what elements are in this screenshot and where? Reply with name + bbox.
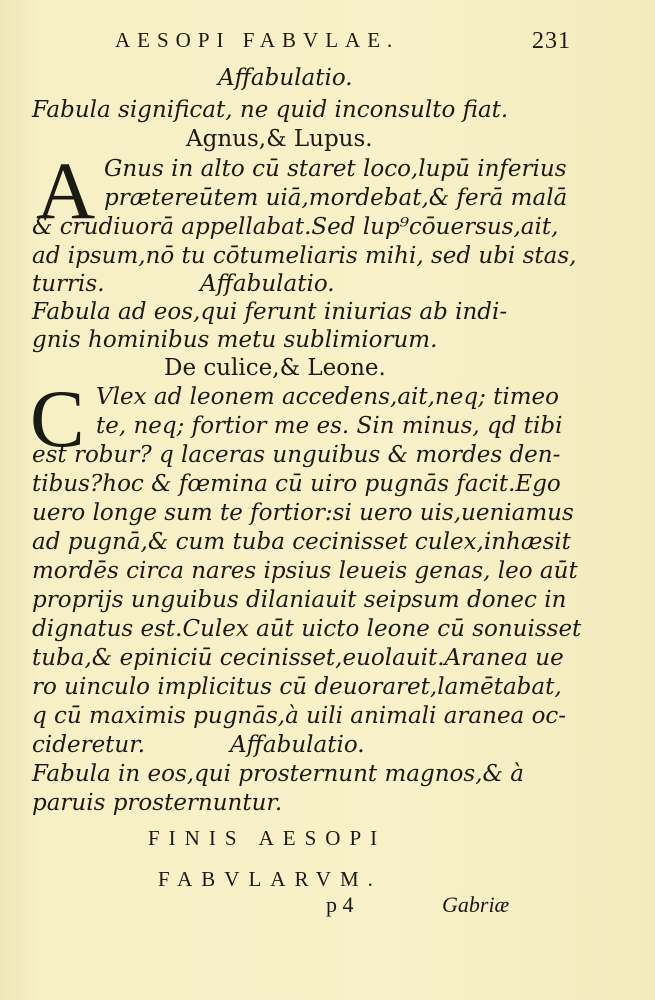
text-line: dignatus est.Culex aūt uicto leone cū sonuisset <box>32 616 582 642</box>
fable-title-agnus-lupus: Agnus,& Lupus. <box>186 126 373 152</box>
text-line: ro uinculo implicitus cū deuoraret,lamētabat, <box>32 674 562 700</box>
drop-cap-c: C <box>30 373 85 464</box>
signature-mark: p 4 <box>326 892 354 917</box>
text-line: paruis prosternuntur. <box>32 790 283 816</box>
text-line: mordēs circa nares ipsius leueis genas, leo aūt <box>32 558 578 584</box>
text-line: turris. <box>32 271 105 297</box>
text-line: q cū maximis pugnās,à uili animali aranea oc- <box>32 703 567 729</box>
heading-affabulatio-3: Affabulatio. <box>230 732 365 758</box>
running-title: AESOPI FABVLAE. <box>115 28 400 52</box>
heading-affabulatio-2: Affabulatio. <box>200 271 335 297</box>
text-line: proprijs unguibus dilaniauit seipsum donec in <box>32 587 567 613</box>
drop-cap-a: A <box>36 145 96 236</box>
text-line: Vlex ad leonem accedens,ait,neq; timeo <box>96 384 560 410</box>
text-line: cideretur. <box>32 732 146 758</box>
text-line: ad pugnā,& cum tuba cecinisset culex,inhæsit <box>32 529 571 555</box>
text-line: prætereūtem uiā,mordebat,& ferā malā <box>104 185 568 211</box>
finis-line-1: FINIS AESOPI <box>148 826 387 850</box>
text-line: Fabula in eos,qui prosternunt magnos,& à <box>32 761 525 787</box>
text-line: Gnus in alto cū staret loco,lupū inferius <box>104 156 567 182</box>
text-line: tuba,& epiniciū cecinisset,euolauit.Aranea ue <box>32 645 564 671</box>
catchword: Gabriæ <box>442 892 510 917</box>
page-number: 231 <box>532 28 571 54</box>
finis-line-2: FABVLARVM. <box>158 867 382 891</box>
text-line: te, neq; fortior me es. Sin minus, qd tibi <box>96 413 563 439</box>
text-line: est robur? q laceras unguibus & mordes den- <box>32 442 561 468</box>
text-line: Fabula significat, ne quid inconsulto fiat. <box>32 97 509 123</box>
text-line: ad ipsum,nō tu cōtumeliaris mihi, sed ubi stas, <box>32 243 577 269</box>
text-line: & crudiuorā appellabat.Sed lup⁹cōuersus,ait, <box>32 214 559 240</box>
text-line: Fabula ad eos,qui ferunt iniurias ab indi- <box>32 299 508 325</box>
text-line: tibus?hoc & fœmina cū uiro pugnās facit.Ego <box>32 471 561 497</box>
heading-affabulatio-1: Affabulatio. <box>218 65 353 91</box>
fable-title-culex-leo: De culice,& Leone. <box>164 355 386 381</box>
text-line: gnis hominibus metu sublimiorum. <box>32 327 438 353</box>
text-line: uero longe sum te fortior:si uero uis,ueniamus <box>32 500 574 526</box>
